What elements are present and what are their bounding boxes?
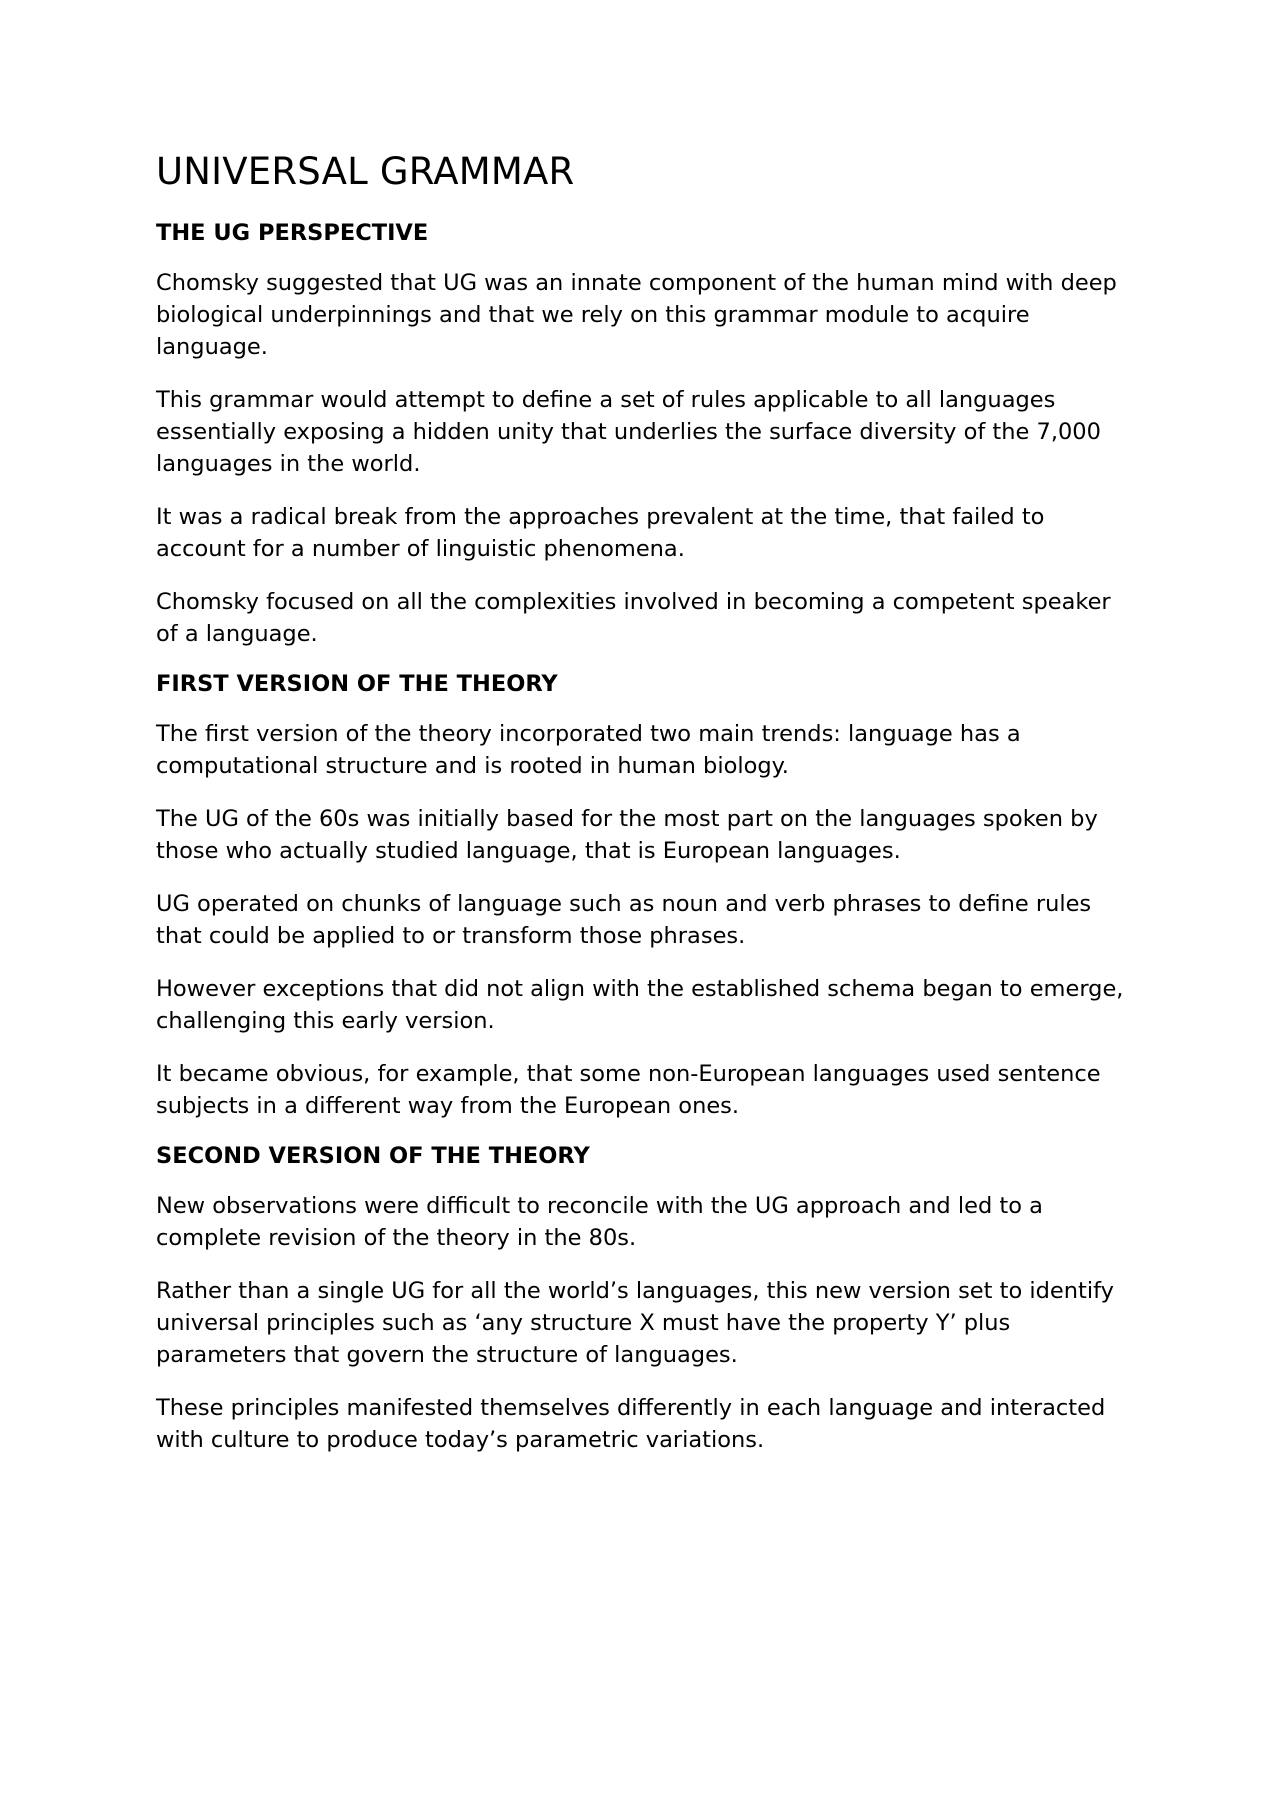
section-ug-perspective — [156, 220, 1136, 650]
section-second-version — [156, 1143, 1136, 1456]
paragraph: These principles manifested themselves differently in each language and interacted with culture to produce today’s parametric variations. — [156, 1395, 1106, 1454]
section-first-version — [156, 671, 1136, 1122]
document-title: UNIVERSAL GRAMMAR — [156, 150, 575, 193]
paragraph: It became obvious, for example, that some non-European languages used sentence subjects in a different way from the European ones. — [156, 1061, 1101, 1120]
paragraph: The UG of the 60s was initially based for the most part on the languages spoken by those who actually studied language, that is European languages. — [156, 806, 1098, 865]
paragraph: This grammar would attempt to define a set of rules applicable to all languages essentially exposing a hidden unity that underlies the surface diversity of the 7,000 languages in the world. — [156, 387, 1101, 478]
paragraph: Chomsky focused on all the complexities involved in becoming a competent speaker of a language. — [156, 589, 1111, 648]
paragraph: The first version of the theory incorporated two main trends: language has a computational structure and is rooted in human biology. — [156, 721, 1021, 780]
paragraph: However exceptions that did not align with the established schema began to emerge, challenging this early version. — [156, 976, 1124, 1035]
paragraph: It was a radical break from the approaches prevalent at the time, that failed to account for a number of linguistic phenomena. — [156, 504, 1045, 563]
section-heading: THE UG PERSPECTIVE — [156, 220, 429, 247]
paragraph: UG operated on chunks of language such as noun and verb phrases to define rules that could be applied to or transform those phrases. — [156, 891, 1092, 950]
document-page — [156, 150, 1136, 1477]
paragraph: Rather than a single UG for all the world’s languages, this new version set to identify universal principles such as ‘any structure X must have the property Y’ plus parameters that govern the structure of languages. — [156, 1278, 1114, 1369]
paragraph: New observations were difficult to reconcile with the UG approach and led to a complete revision of the theory in the 80s. — [156, 1193, 1043, 1252]
section-heading: SECOND VERSION OF THE THEORY — [156, 1143, 590, 1170]
section-heading: FIRST VERSION OF THE THEORY — [156, 671, 558, 698]
paragraph: Chomsky suggested that UG was an innate component of the human mind with deep biological underpinnings and that we rely on this grammar module to acquire language. — [156, 270, 1117, 361]
